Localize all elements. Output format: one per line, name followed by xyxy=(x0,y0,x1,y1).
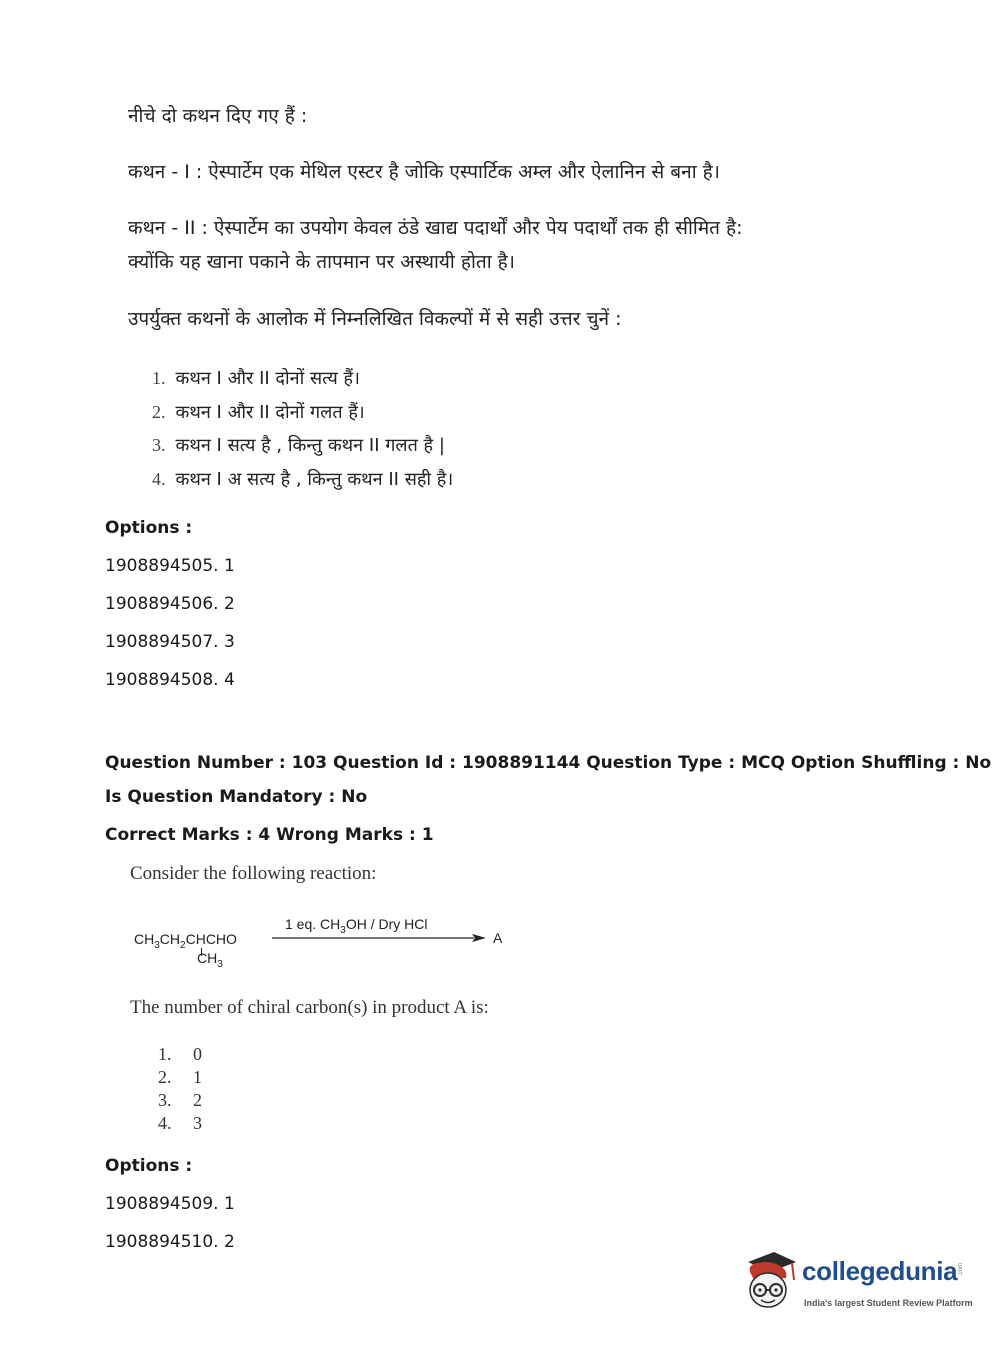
q102-statement-2-line-1: कथन - II : ऐस्पार्टेम का उपयोग केवल ठंडे खाद्य पदार्थों और पेय पदार्थों तक ही सीमित है: xyxy=(128,217,743,239)
q102-statement-1: कथन - I : ऐस्पार्टेम एक मेथिल एस्टर है जोकि एस्पार्टिक अम्ल और ऐलानिन से बना है। xyxy=(128,161,720,183)
q102-statement-2-line-2: क्योंकि यह खाना पकाने के तापमान पर अस्थायी होता है। xyxy=(128,251,515,273)
q102-option-2: 1908894506. 2 xyxy=(105,594,235,614)
reactant-formula: $CH_3CH_2CHCHO$ xyxy=(134,931,237,951)
q102-instruction: उपर्युक्त कथनों के आलोक में निम्नलिखित विकल्पों में से सही उत्तर चुनें : xyxy=(128,308,622,330)
logo-brand: collegedunia xyxy=(802,1256,958,1286)
q103-choice: 3. 2 xyxy=(158,1090,202,1110)
q103-option-1: 1908894509. 1 xyxy=(105,1194,235,1214)
collegedunia-logo xyxy=(740,1248,975,1316)
logo-tagline: India's largest Student Review Platform xyxy=(804,1298,973,1308)
q103-meta-line-3: Correct Marks : 4 Wrong Marks : 1 xyxy=(105,825,434,845)
q102-choice: 2. कथन I और II दोनों गलत हैं। xyxy=(152,401,365,423)
q102-option-4: 1908894508. 4 xyxy=(105,670,235,690)
q102-choice: 3. कथन I सत्य है , किन्तु कथन II गलत है | xyxy=(152,435,445,456)
q103-prompt: Consider the following reaction: xyxy=(130,863,377,884)
q102-option-1: 1908894505. 1 xyxy=(105,556,235,576)
q103-choice: 4. 3 xyxy=(158,1113,202,1133)
q103-meta-line-1: Question Number : 103 Question Id : 1908891144 Question Type : MCQ Option Shuffling : No xyxy=(105,753,992,773)
q103-option-2: 1908894510. 2 xyxy=(105,1232,235,1252)
q102-intro: नीचे दो कथन दिए गए हैं : xyxy=(128,105,308,127)
q102-options-label: Options : xyxy=(105,518,193,538)
q103-choice: 1. 0 xyxy=(158,1044,202,1064)
reagent-label: 1 eq. $CH_3OH$ / Dry HCl xyxy=(285,916,428,936)
mascot-icon xyxy=(740,1250,800,1312)
q103-choice-list xyxy=(158,1043,202,1135)
q102-option-3: 1908894507. 3 xyxy=(105,632,235,652)
q103-options-label: Options : xyxy=(105,1156,193,1176)
reaction-scheme xyxy=(130,910,520,974)
q102-choice-list xyxy=(152,362,453,496)
q103-question: The number of chiral carbon(s) in product A is: xyxy=(130,997,489,1018)
reaction-arrow xyxy=(272,932,487,944)
q103-meta-line-2: Is Question Mandatory : No xyxy=(105,787,368,807)
q102-choice: 1. कथन I और II दोनों सत्य हैं। xyxy=(152,368,360,389)
q102-choice: 4. कथन I अ सत्य है , किन्तु कथन II सही है। xyxy=(152,468,454,490)
product-label: A xyxy=(493,930,503,946)
q103-choice: 2. 1 xyxy=(158,1067,202,1087)
reactant-branch: $CH_3$ xyxy=(197,950,223,970)
logo-suffix: .com xyxy=(958,1262,964,1276)
